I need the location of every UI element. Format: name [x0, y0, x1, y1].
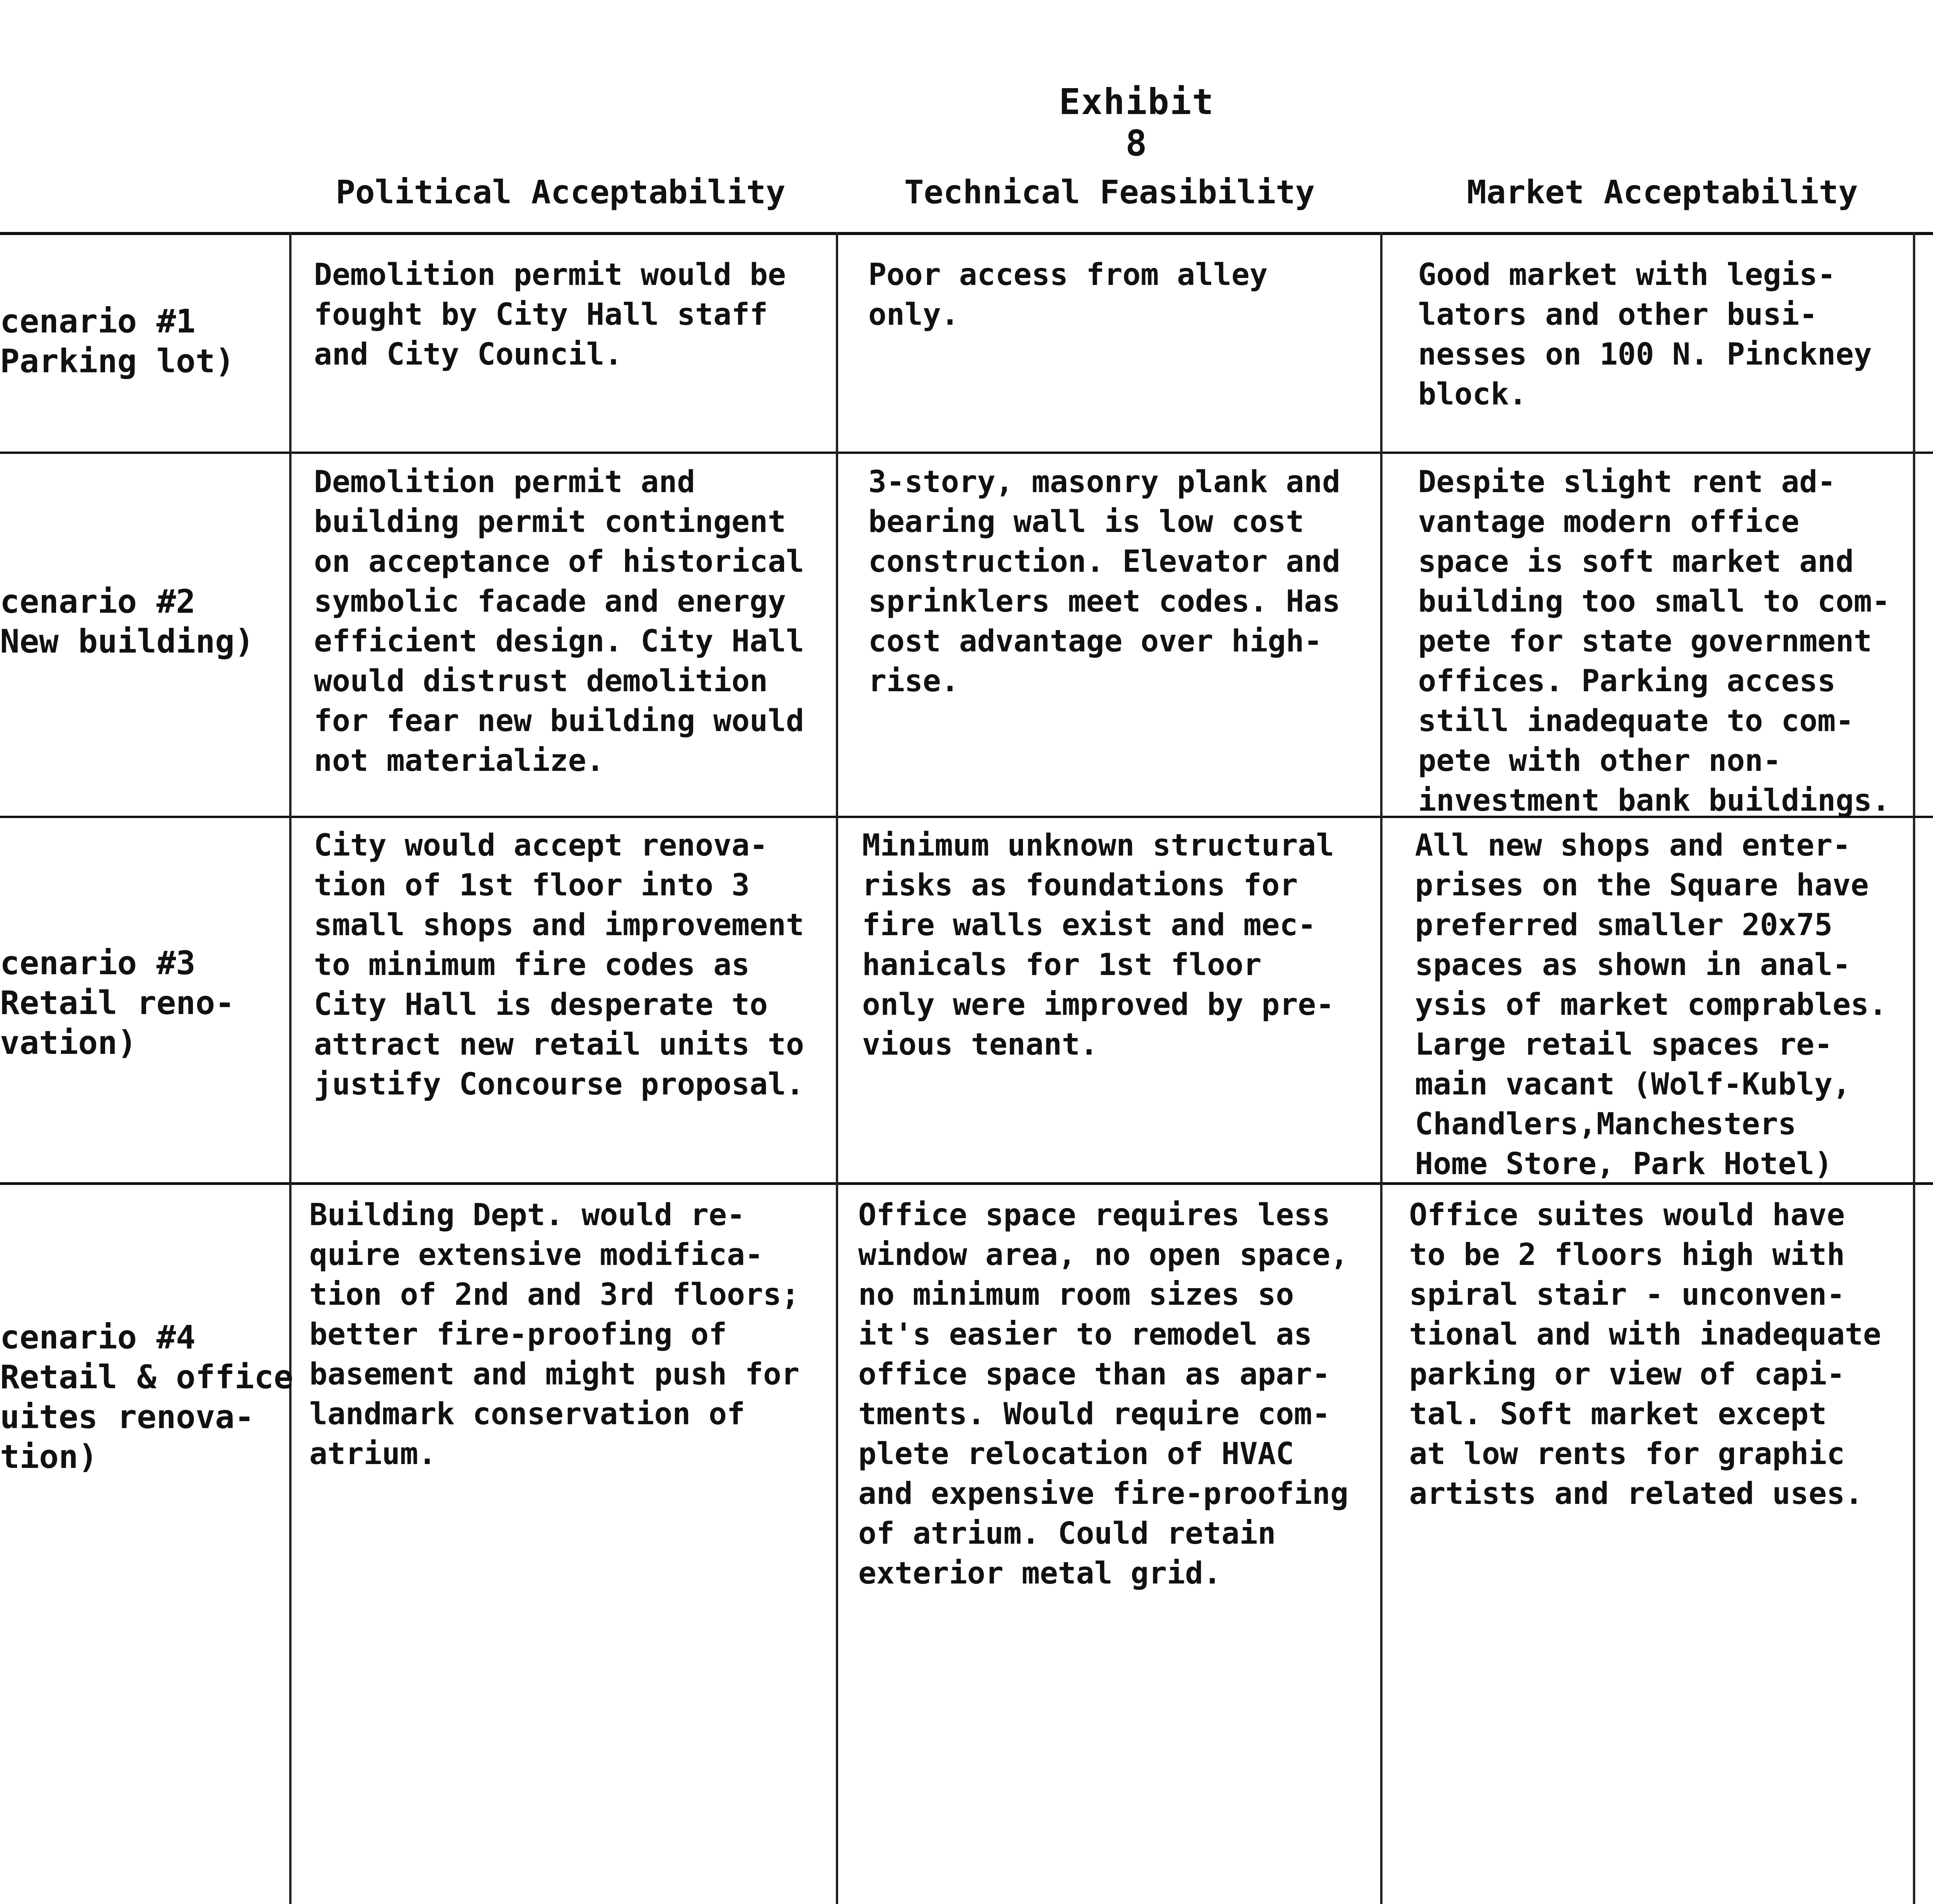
- cell-scenario-1-political: Demolition permit would be fought by City Hall staff and City Council.: [314, 257, 786, 372]
- cell-scenario-2-technical: 3-story, masonry plank and bearing wall is low cost construction. Elevator and sprinklers meet codes. Has cost advantage over high- rise.: [868, 465, 1340, 699]
- header-technical: Technical Feasibility: [904, 173, 1315, 211]
- column-divider: [289, 232, 291, 1904]
- row-label-scenario-3: cenario #3 Retail reno- vation): [0, 944, 235, 1062]
- header-market: Market Acceptability: [1467, 173, 1858, 211]
- cell-scenario-1-technical: Poor access from alley only.: [868, 257, 1268, 332]
- cell-scenario-3-technical: Minimum unknown structural risks as foundations for fire walls exist and mec- hanicals for 1st floor only were improved by pre- vious tenant.: [862, 828, 1334, 1062]
- cell-scenario-3-market: All new shops and enter- prises on the Square have preferred smaller 20x75 spaces as shown in anal- ysis of market comprables. Large retail spaces re- main vacant (Wolf-Kubly, Chandlers,Manchesters Home Store, Park Hotel): [1415, 828, 1887, 1181]
- cell-scenario-1-market: Good market with legis- lators and other busi- nesses on 100 N. Pinckney block.: [1418, 257, 1872, 412]
- row-label-scenario-4: cenario #4 Retail & office uites renova- tion): [0, 1318, 293, 1476]
- cell-scenario-3-political: City would accept renova- tion of 1st floor into 3 small shops and improvement to minimum fire codes as City Hall is desperate to attract new retail units to justify Concourse proposal.: [314, 828, 804, 1102]
- cell-scenario-4-political: Building Dept. would re- quire extensive modifica- tion of 2nd and 3rd floors; better fire-proofing of basement and might push for landmark conservation of atrium.: [309, 1198, 799, 1471]
- row-label-scenario-2: cenario #2 New building): [0, 583, 254, 660]
- header-political: Political Acceptability: [336, 173, 786, 211]
- cell-scenario-4-technical: Office space requires less window area, no open space, no minimum room sizes so it's easier to remodel as office space than as apar- tments. Would require com- plete relocation of HVAC and expensive fire-proofing of atrium. Could retain exterior metal grid.: [858, 1198, 1348, 1591]
- cell-scenario-4-market: Office suites would have to be 2 floors high with spiral stair - unconven- tional and with inadequate parking or view of capi- tal. Soft market except at low rents for graphic artists and related uses.: [1409, 1198, 1881, 1511]
- header-financial: [1925, 173, 1933, 211]
- exhibit-title: Exhibit 8: [1059, 81, 1214, 164]
- row-label-scenario-1: cenario #1 Parking lot): [0, 302, 235, 380]
- column-divider: [1913, 232, 1915, 1904]
- column-divider: [836, 232, 838, 1904]
- cell-scenario-2-market: Despite slight rent ad- vantage modern office space is soft market and building too small to com- pete for state government offices. Parking access still inadequate to com- pete with other non- investment bank buildings.: [1418, 465, 1890, 818]
- cell-scenario-2-political: Demolition permit and building permit contingent on acceptance of historical symbolic facade and energy efficient design. City Hall would distrust demolition for fear new building would not materialize.: [314, 465, 804, 778]
- column-divider: [1380, 232, 1382, 1904]
